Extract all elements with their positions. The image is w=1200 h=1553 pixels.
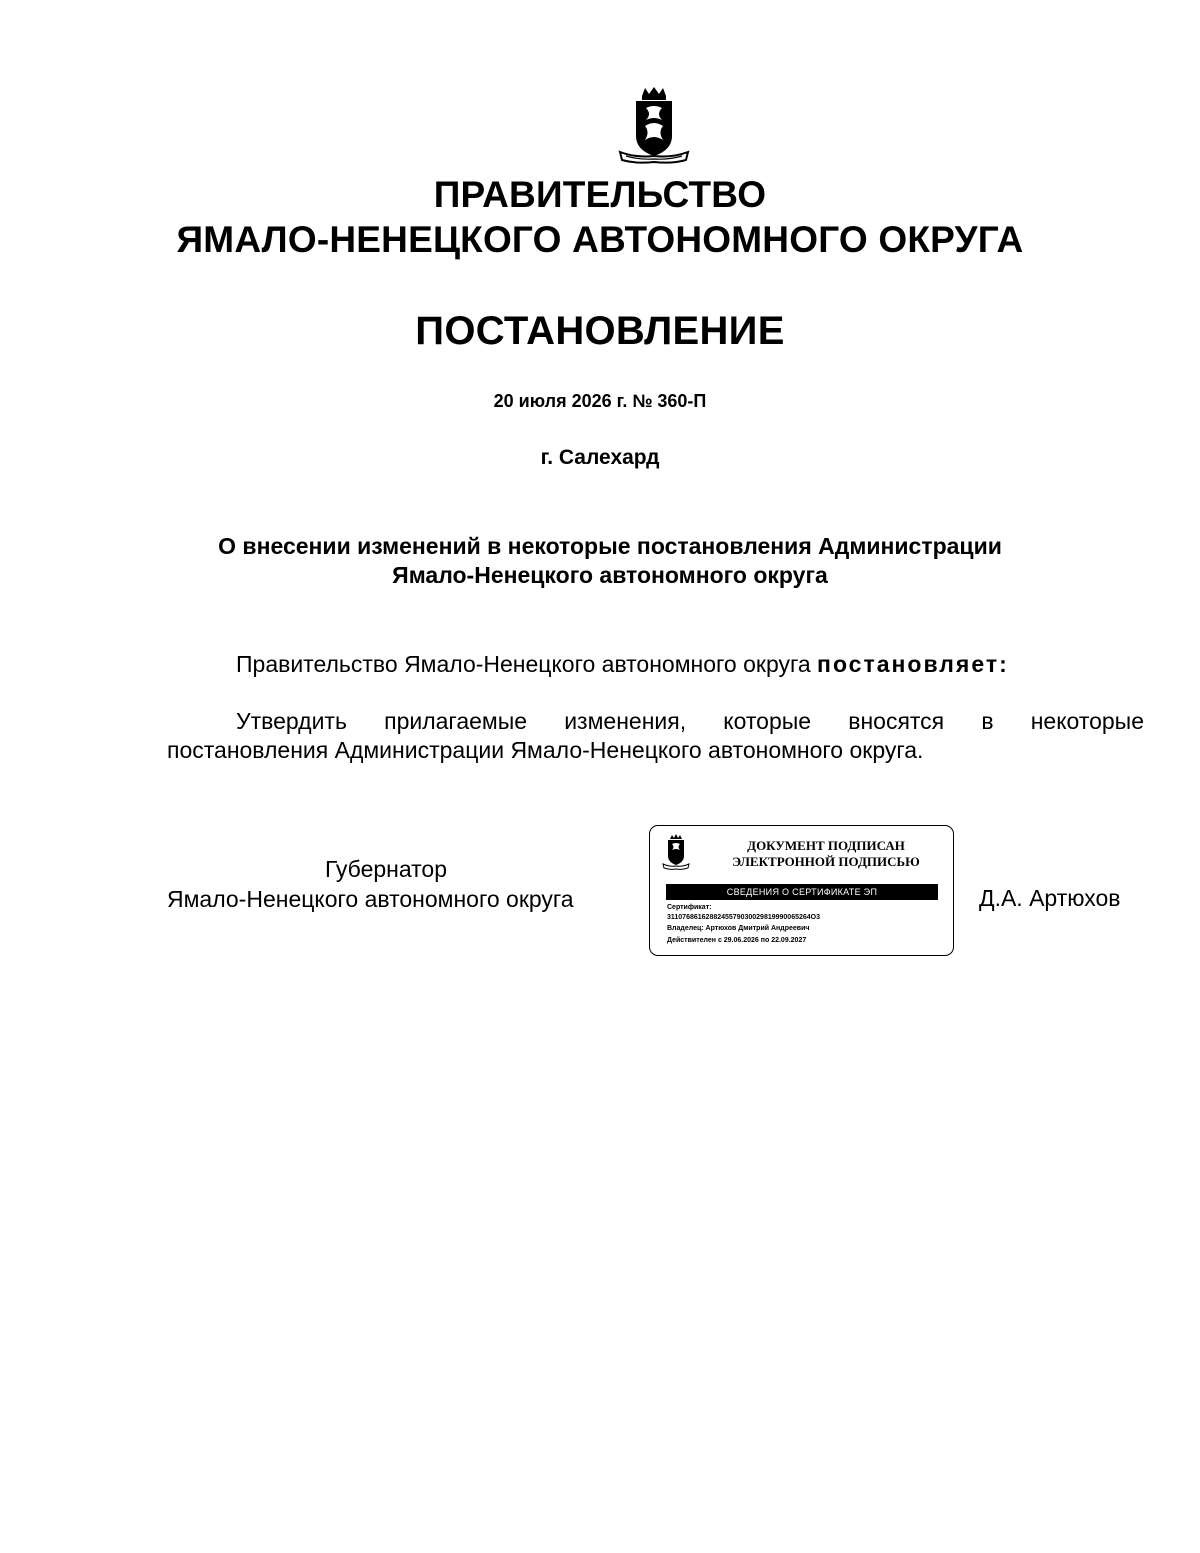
stamp-title-line-2: ЭЛЕКТРОННОЙ ПОДПИСЬЮ [732, 854, 920, 869]
signatory-name: Д.А. Артюхов [979, 885, 1121, 911]
subject-line-1: О внесении изменений в некоторые постановления Администрации [218, 533, 1002, 559]
document-city: г. Салехард [540, 446, 660, 469]
certificate-label: Сертификат: [667, 904, 712, 911]
signatory-position-line-2: Ямало-Ненецкого автономного округа [167, 886, 574, 912]
certificate-number: 3110768616288245579030029819990065264О3 [667, 914, 820, 921]
resolution-paragraph [236, 650, 1009, 679]
subject-line-2: Ямало-Ненецкого автономного округа [392, 562, 828, 588]
stamp-title [706, 838, 946, 870]
resolution-text: Правительство Ямало-Ненецкого автономного округа [236, 651, 818, 677]
approval-paragraph-line-1: Утвердить прилагаемые изменения, которые вносятся в некоторые [236, 708, 1144, 734]
government-line-1: ПРАВИТЕЛЬСТВО [433, 174, 767, 215]
certificate-owner: Владелец: Артюхов Дмитрий Андреевич [667, 925, 810, 932]
document-type: ПОСТАНОВЛЕНИЕ [415, 309, 785, 353]
document-subject [0, 532, 1200, 590]
coat-of-arms-icon [662, 834, 690, 870]
signatory-position [167, 854, 617, 914]
government-title [0, 172, 1200, 262]
approval-paragraph-line-2: постановления Администрации Ямало-Ненецкого автономного округа. [167, 737, 924, 763]
stamp-title-line-1: ДОКУМЕНТ ПОДПИСАН [747, 838, 905, 853]
resolution-keyword: постановляет: [817, 651, 1009, 677]
certificate-validity: Действителен с 29.06.2026 по 22.09.2027 [667, 937, 807, 944]
government-line-2: ЯМАЛО-НЕНЕЦКОГО АВТОНОМНОГО ОКРУГА [176, 219, 1024, 260]
coat-of-arms-icon [616, 86, 692, 166]
electronic-signature-stamp [649, 825, 954, 956]
document-date-number: 20 июля 2026 г. № 360-П [493, 391, 707, 411]
signatory-position-line-1: Губернатор [325, 856, 448, 882]
certificate-info-bar: СВЕДЕНИЯ О СЕРТИФИКАТЕ ЭП [666, 884, 938, 900]
